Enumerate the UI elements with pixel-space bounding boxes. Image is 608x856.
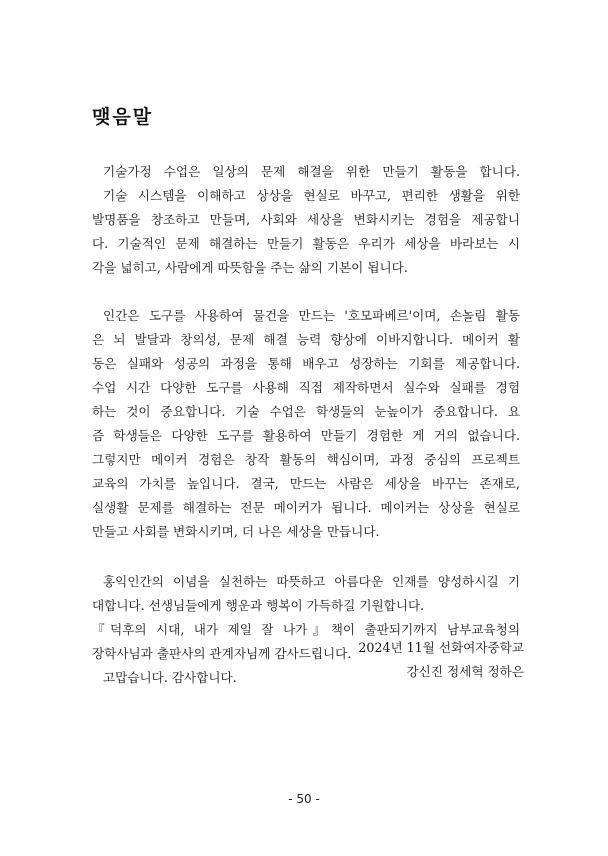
text-line: 수업 시간 다양한 도구를 사용해 직접 제작하면서 실수와 실패를 경험 bbox=[92, 380, 520, 395]
text-line: 실생활 문제를 해결하는 전문 메이커가 됩니다. 메이커는 상상을 현실로 bbox=[92, 500, 520, 515]
signature-block bbox=[358, 636, 524, 684]
text-line: 장학사님과 출판사의 관계자님께 감사드립니다. bbox=[92, 646, 352, 661]
text-line: 그렇지만 메이커 경험은 창작 활동의 핵심이며, 과정 중심의 프로젝트 bbox=[92, 452, 520, 467]
text-line: 동은 실패와 성공의 과정을 통해 배우고 성장하는 기회를 제공합니다. bbox=[92, 356, 520, 371]
paragraph-intro bbox=[92, 160, 520, 280]
text-line: 각을 넓히고, 사람에게 따뜻함을 주는 삶의 기본이 됩니다. bbox=[92, 260, 408, 275]
signature-authors: 강신진 정세혁 정하은 bbox=[406, 664, 524, 679]
page-title: 맺음말 bbox=[92, 106, 154, 128]
text-line: 다. 기술적인 문제 해결하는 만들기 활동은 우리가 세상을 바라보는 시 bbox=[92, 236, 520, 251]
signature-date-school: 2024년 11월 선화여자중학교 bbox=[358, 640, 524, 655]
text-line: 기술 시스템을 이해하고 상상을 현실로 바꾸고, 편리한 생활을 위한 bbox=[103, 188, 520, 203]
text-line: 홍익인간의 이념을 실천하는 따뜻하고 아름다운 인재를 양성하시길 기 bbox=[103, 574, 520, 589]
text-line: 대합니다. 선생님들에게 행운과 행복이 가득하길 기원합니다. bbox=[92, 598, 425, 613]
text-line: 발명품을 창조하고 만들며, 사회와 세상을 변화시키는 경험을 제공합니 bbox=[92, 212, 520, 227]
text-line: 만들고 사회를 변화시키며, 더 나은 세상을 만듭니다. bbox=[92, 524, 380, 539]
text-line: 고맙습니다. 감사합니다. bbox=[103, 670, 237, 685]
text-line: 기술가정 수업은 일상의 문제 해결을 위한 만들기 활동을 합니다. bbox=[103, 164, 520, 179]
text-line: 교육의 가치를 높입니다. 결국, 만드는 사람은 세상을 바꾸는 존재로, bbox=[92, 476, 520, 491]
body-text bbox=[92, 160, 520, 690]
text-line: 『덕후의 시대, 내가 제일 잘 나가』책이 출판되기까지 남부교육청의 bbox=[92, 622, 520, 637]
page-number: - 50 - bbox=[288, 792, 320, 806]
text-line: 은 뇌 발달과 창의성, 문제 해결 능력 향상에 이바지합니다. 메이커 활 bbox=[92, 332, 520, 347]
paragraph-maker bbox=[92, 304, 520, 544]
text-line: 하는 것이 중요합니다. 기술 수업은 학생들의 눈높이가 중요합니다. 요 bbox=[92, 404, 520, 419]
text-line: 즘 학생들은 다양한 도구를 활용하여 만들기 경험한 게 거의 없습니다. bbox=[92, 428, 520, 443]
text-line: 인간은 도구를 사용하여 물건을 만드는 '호모파베르'이며, 손놀림 활동 bbox=[103, 308, 520, 323]
